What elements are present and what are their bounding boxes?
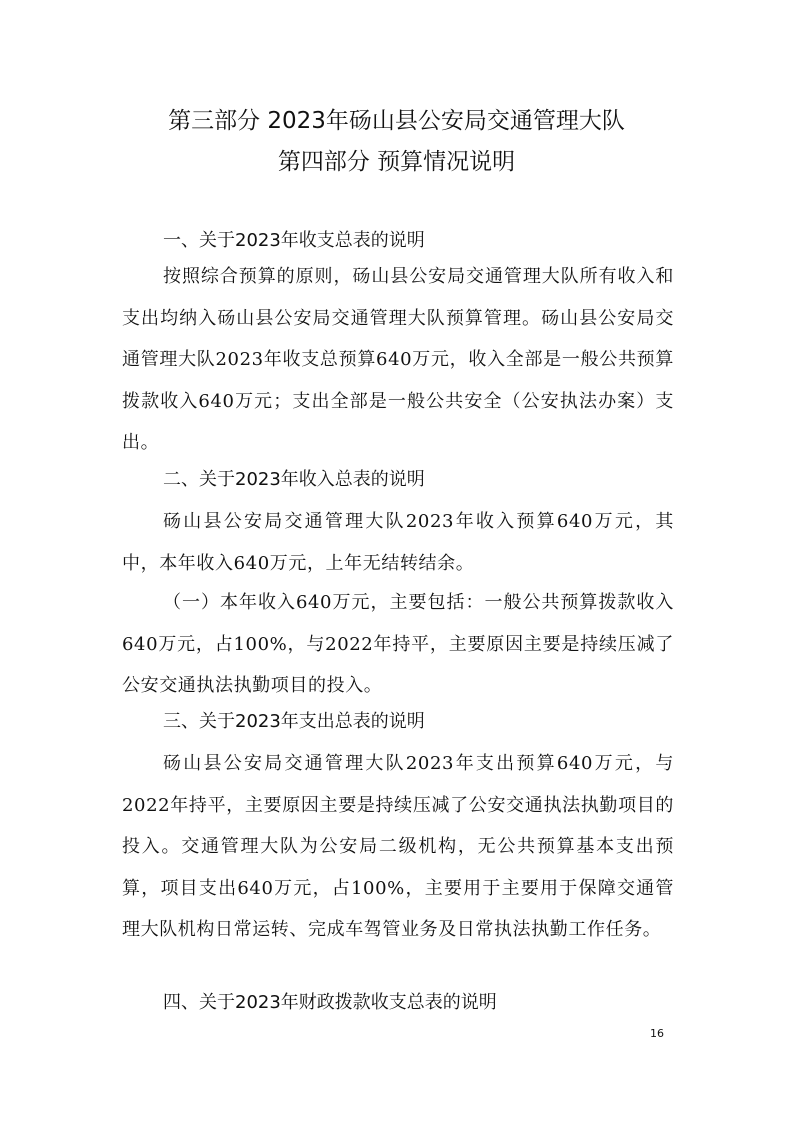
section-2-paragraph-1: 砀山县公安局交通管理大队2023年收入预算640万元，其中，本年收入640万元，上年无结转结余。: [122, 511, 674, 574]
section-4-heading: 四、关于2023年财政拨款收支总表的说明: [163, 992, 497, 1013]
section-3-paragraph-1: 砀山县公安局交通管理大队2023年支出预算640万元，与2022年持平，主要原因主要是持续压减了公安交通执法执勤项目的投入。交通管理大队为公安局二级机构，无公共预算基本支出预算，项目支出640万元，占100%，主要用于主要用于保障交通管理大队机构日常运转、完成车驾管业务及日常执法执勤工作任务。: [122, 753, 674, 940]
section-1-paragraph-1: 按照综合预算的原则，砀山县公安局交通管理大队所有收入和支出均纳入砀山县公安局交通管理大队预算管理。砀山县公安局交通管理大队2023年收支总预算640万元，收入全部是一般公共预算拨款收入640万元；支出全部是一般公共安全（公安执法办案）支出。: [122, 266, 674, 453]
section-2-paragraph-2: （一）本年收入640万元，主要包括：一般公共预算拨款收入640万元，占100%，与2022年持平，主要原因主要是持续压减了公安交通执法执勤项目的投入。: [122, 592, 674, 696]
section-3-heading: 三、关于2023年支出总表的说明: [163, 711, 425, 732]
document-title-line-2: 第四部分 预算情况说明: [277, 149, 516, 175]
section-2-heading: 二、关于2023年收入总表的说明: [163, 469, 425, 490]
page-number: 16: [650, 1027, 664, 1040]
document-title-line-1: 第三部分 2023年砀山县公安局交通管理大队: [168, 108, 625, 134]
section-1-heading: 一、关于2023年收支总表的说明: [163, 230, 425, 251]
